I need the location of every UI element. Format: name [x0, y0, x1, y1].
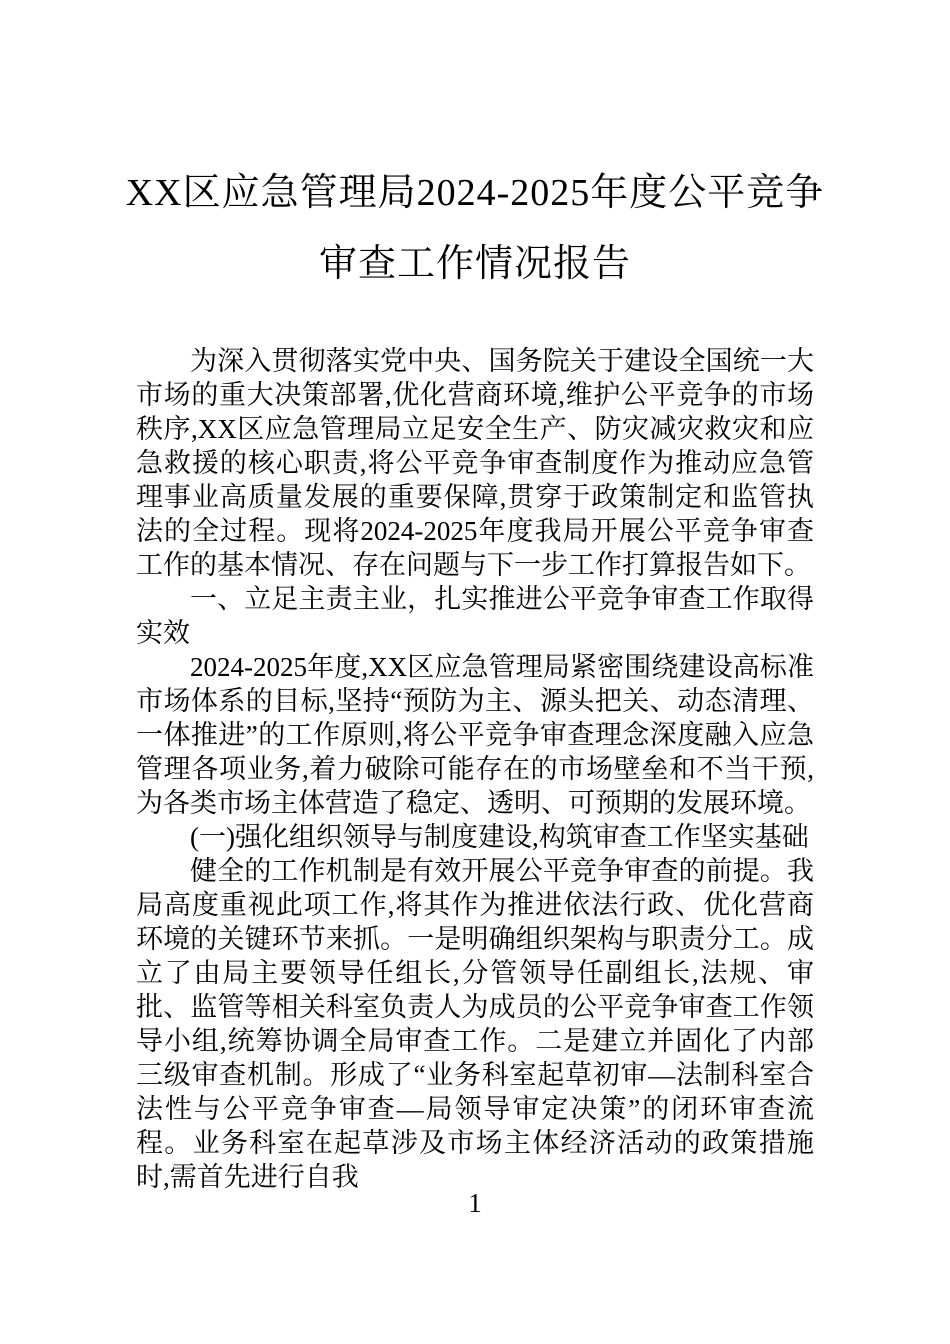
section-heading-1: 一、立足主责主业，扎实推进公平竞争审查工作取得实效 — [136, 584, 814, 648]
section-1-overview-paragraph: 2024-2025年度,XX区应急管理局紧密围绕建设高标准市场体系的目标,坚持“预防为主、源头把关、动态清理、一体推进”的工作原则,将公平竞争审查理念深度融入应急管理各项业务,着力破除可能存在的市场壁垒和不当干预,为各类市场主体营造了稳定、透明、可预期的发展环境。 — [136, 652, 814, 818]
document-title-line-2: 审查工作情况报告 — [318, 243, 631, 285]
document-body — [136, 344, 814, 1194]
page-number: 1 — [468, 1188, 482, 1218]
document-title — [90, 158, 860, 300]
intro-paragraph: 为深入贯彻落实党中央、国务院关于建设全国统一大市场的重大决策部署,优化营商环境,维护公平竞争的市场秩序,XX区应急管理局立足安全生产、防灾减灾救灾和应急救援的核心职责,将公平竞争审查制度作为推动应急管理事业高质量发展的重要保障,贯穿于政策制定和监管执法的全过程。现将2024-2025年度我局开展公平竞争审查工作的基本情况、存在问题与下一步工作打算报告如下。 — [136, 346, 814, 580]
document-title-line-1: XX区应急管理局2024-2025年度公平竞争 — [125, 172, 825, 214]
subsection-heading-1-1: (一)强化组织领导与制度建设,构筑审查工作坚实基础 — [190, 822, 809, 852]
subsection-1-1-paragraph: 健全的工作机制是有效开展公平竞争审查的前提。我局高度重视此项工作,将其作为推进依法行政、优化营商环境的关键环节来抓。一是明确组织架构与职责分工。成立了由局主要领导任组长,分管领导任副组长,法规、审批、监管等相关科室负责人为成员的公平竞争审查工作领导小组,统筹协调全局审查工作。二是建立并固化了内部三级审查机制。形成了“业务科室起草初审—法制科室合法性与公平竞争审查—局领导审定决策”的闭环审查流程。业务科室在起草涉及市场主体经济活动的政策措施时,需首先进行自我 — [136, 856, 814, 1192]
